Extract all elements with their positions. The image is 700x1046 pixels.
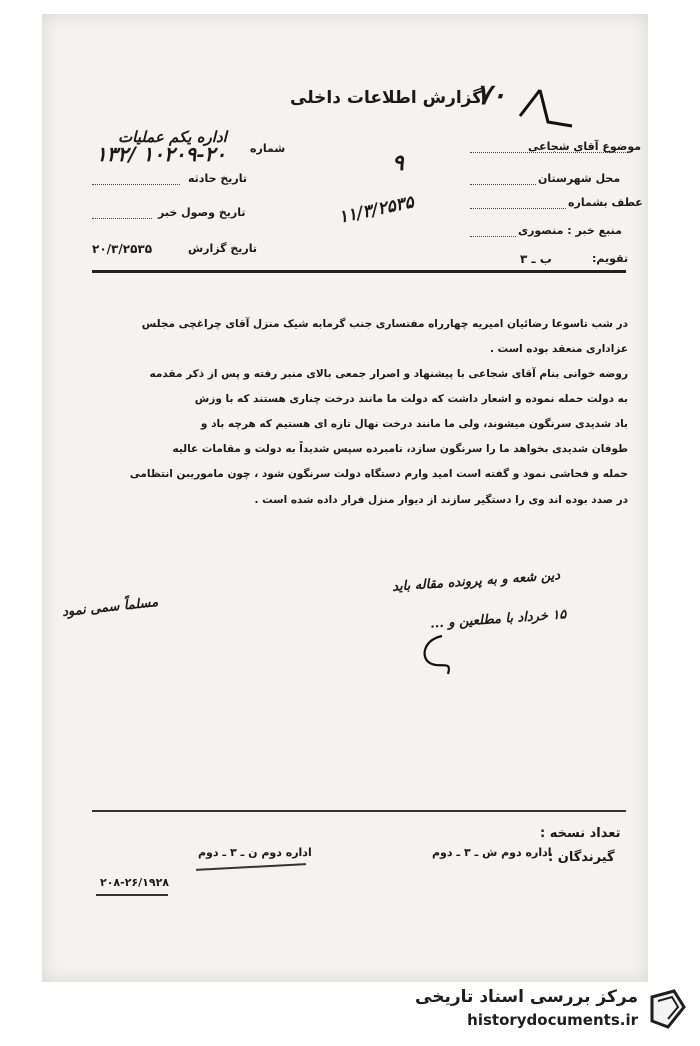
margin-annotation: مسلماً سمی نمود — [61, 595, 159, 620]
reference-label: عطف بشماره — [568, 196, 643, 209]
body-line-4: به دولت حمله نموده و اشعار داشت که دولت ما مانند درخت چناری هستند که با وزش — [194, 393, 628, 405]
rating-value: ب ـ ۳ — [520, 252, 552, 266]
reference-dots — [470, 208, 566, 209]
copies-label: تعداد نسخه : — [540, 826, 621, 841]
source-dots — [470, 236, 516, 237]
body-line-6: طوفان شدیدی بخواهد ما را سرنگون سازد، نامبرده سپس شدیداً به دولت و مقامات عالیه — [172, 443, 628, 455]
number-value: ۱۰۲۰۹-۲۰ /۱۳۲ — [96, 142, 227, 166]
recipient-two: اداره دوم ن ـ ۳ ـ دوم — [198, 846, 312, 859]
source-label: منبع خبر : منصوری — [518, 224, 622, 237]
body-line-7: حمله و فحاشی نمود و گفته است امید وارم دستگاه دولت سرنگون شود ، چون ماموریبن انتظامی — [129, 468, 628, 480]
report-date-label: تاریخ گزارش — [188, 242, 258, 255]
file-code: ۲۰۸-۲۶/۱۹۲۸ — [100, 876, 170, 889]
page-number: ۷۰ — [476, 78, 507, 111]
department-stamp: اداره یکم عملیات — [118, 128, 227, 146]
location-dots — [470, 184, 536, 185]
incident-date-label: تاریخ حادثه — [188, 172, 247, 185]
handwritten-signature — [412, 630, 462, 680]
receipt-dots — [92, 218, 152, 219]
incident-dots — [92, 184, 180, 185]
body-line-3: روضه خوانی بنام آقای شجاعی با پیشنهاد و اصرار جمعی بالای منبر رفته و پس از ذکر مقدمه — [149, 368, 628, 380]
brand-name: مرکز بررسی اسناد تاریخی — [415, 987, 638, 1007]
body-line-2: عزاداری منعقد بوده است . — [489, 343, 628, 355]
body-line-5: باد شدیدی سرنگون میشوند، ولی ما مانند درخت نهال تازه ای هستیم که هرچه باد و — [200, 418, 628, 430]
handwritten-note-line-1: دین شعه و به پرونده مقاله باید — [391, 568, 561, 595]
header-divider — [92, 270, 626, 273]
subject-label: موضوع آقای شجاعی — [528, 140, 642, 153]
brand-logo-block — [415, 985, 690, 1037]
footer-divider — [92, 810, 626, 812]
number-label: شماره — [250, 142, 286, 155]
report-date-value: ۲۰/۳/۲۵۳۵ — [92, 242, 153, 256]
recipients-label: گیرندگان : — [548, 850, 615, 865]
center-mark-one: ۹ — [392, 150, 404, 176]
center-mark-two: ۱۱/۳/۲۵۳۵ — [336, 192, 416, 228]
rating-label: تقویم: — [592, 252, 629, 265]
handwritten-note-line-2: ۱۵ خرداد با مطلعین و ... — [429, 607, 567, 632]
location-label: محل شهرستان — [538, 172, 621, 185]
report-title: گزارش اطلاعات داخلی — [290, 88, 483, 108]
brand-url: historydocuments.ir — [467, 1011, 638, 1029]
file-code-underline — [96, 894, 168, 896]
receipt-date-label: تاریخ وصول خبر — [158, 206, 246, 219]
brand-logo-icon — [644, 987, 690, 1033]
subject-dots — [470, 152, 626, 153]
recipient-one: اداره دوم ش ـ ۳ ـ دوم — [432, 846, 552, 859]
body-line-8: در صدد بوده اند وی را دستگیر سازند از دیوار منزل فرار داده شده است . — [254, 494, 628, 506]
body-line-1: در شب تاسوعا رضائیان امیریه چهارراه مفتساری جنب گرمابه شیک منزل آقای چراغچی مجلس — [141, 318, 628, 330]
